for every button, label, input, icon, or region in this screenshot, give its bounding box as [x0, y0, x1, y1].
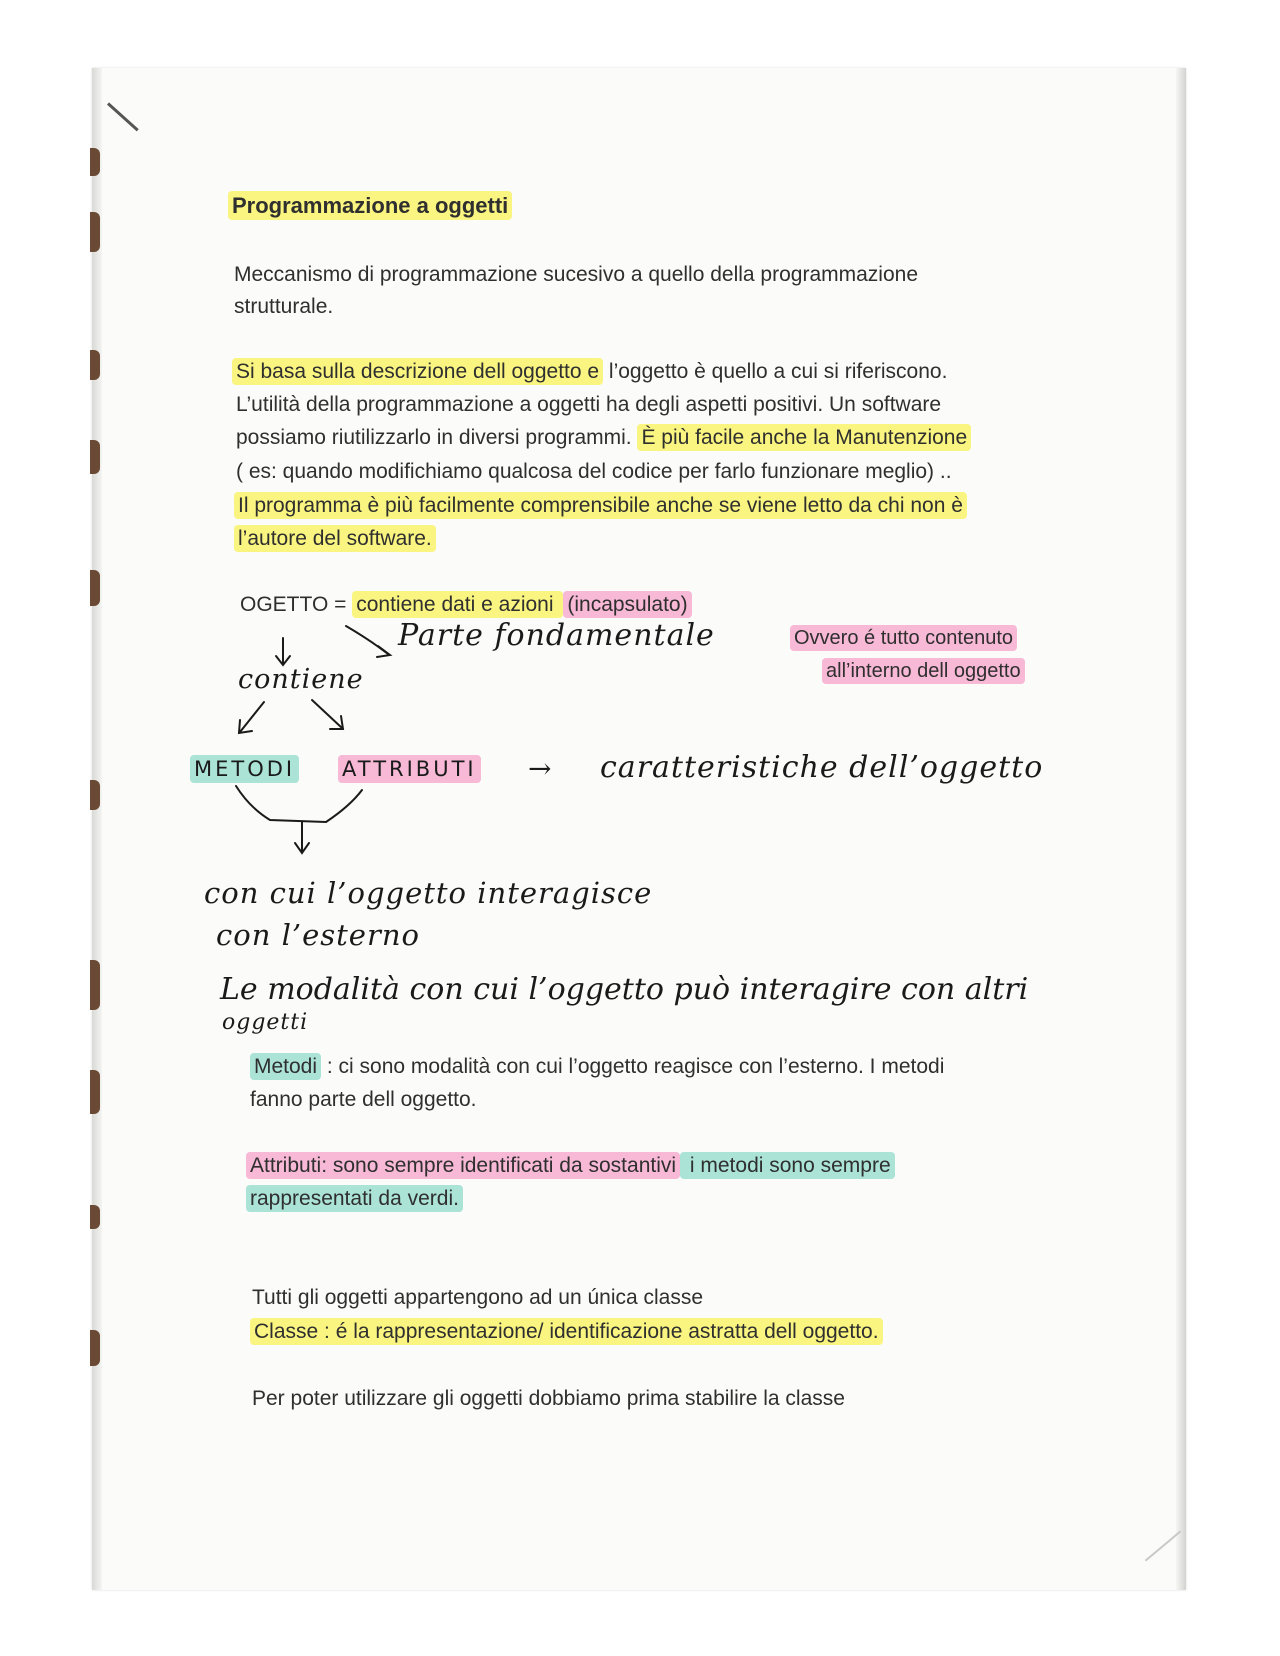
handwritten-modalita: Le modalità con cui l’oggetto può interagire con altri: [220, 972, 1029, 1007]
para2-line-1: Si basa sulla descrizione dell oggetto e l’oggetto è quello a cui si riferiscono.: [232, 356, 947, 388]
para2-line-3: possiamo riutilizzarlo in diversi programmi. È più facile anche la Manutenzione: [236, 422, 971, 454]
binder-hole: [90, 1330, 100, 1366]
handwritten-con-cui-line-1: con cui l’oggetto interagisce: [204, 876, 653, 910]
ogetto-note-line-1: Ovvero é tutto contenuto: [790, 622, 1017, 654]
classe-line-3: Per poter utilizzare gli oggetti dobbiamo prima stabilire la classe: [252, 1387, 845, 1410]
para2-line-2: L’utilità della programmazione a oggetti ha degli aspetti positivi. Un software: [236, 393, 942, 416]
handwritten-con-cui-line-2: con l’esterno: [216, 918, 420, 952]
binder-hole: [90, 1070, 100, 1114]
classe-line-1: Tutti gli oggetti appartengono ad un única classe: [252, 1286, 704, 1309]
binder-hole: [90, 960, 100, 1010]
metodi-definition-line-1: Metodi : ci sono modalità con cui l’oggetto reagisce con l’esterno. I metodi: [250, 1051, 944, 1083]
binder-hole: [90, 780, 100, 810]
binder-hole: [90, 350, 100, 380]
para2-line-5: Il programma è più facilmente comprensibile anche se viene letto da chi non è: [234, 490, 967, 522]
intro-line-2: strutturale.: [234, 295, 334, 318]
intro-line-1: Meccanismo di programmazione sucesivo a quello della programmazione: [234, 263, 918, 286]
handwritten-parte-fondamentale: Parte fondamentale: [398, 618, 715, 653]
page-title: Programmazione a oggetti: [228, 190, 512, 222]
binder-hole: [90, 1205, 100, 1229]
handwritten-attributi: ATTRIBUTI: [338, 757, 481, 781]
para2-line-6: l’autore del software.: [234, 523, 436, 555]
ogetto-note-line-2: all’interno dell oggetto: [822, 655, 1025, 687]
binder-hole: [90, 212, 100, 252]
binder-hole: [90, 148, 100, 176]
ogetto-definition: OGETTO = contiene dati e azioni (incapsulato): [240, 589, 692, 621]
metodi-definition-line-2: fanno parte dell oggetto.: [250, 1088, 477, 1111]
binder-hole: [90, 440, 100, 474]
handwritten-metodi: METODI: [190, 757, 299, 781]
para2-line-4: ( es: quando modifichiamo qualcosa del codice per farlo funzionare meglio) ..: [236, 460, 952, 483]
attributi-definition-line-1: Attributi: sono sempre identificati da sostantivi i metodi sono sempre: [246, 1150, 895, 1182]
binder-hole: [90, 570, 100, 606]
paper-right-edge: [1176, 68, 1186, 1590]
classe-line-2: Classe : é la rappresentazione/ identificazione astratta dell oggetto.: [250, 1316, 883, 1348]
handwritten-contiene: contiene: [238, 664, 364, 695]
handwritten-caratteristiche: caratteristiche dell’oggetto: [600, 750, 1044, 785]
handwritten-oggetti: oggetti: [222, 1010, 309, 1035]
attributi-definition-line-2: rappresentati da verdi.: [246, 1183, 463, 1215]
handwritten-arrow: →: [528, 752, 553, 785]
